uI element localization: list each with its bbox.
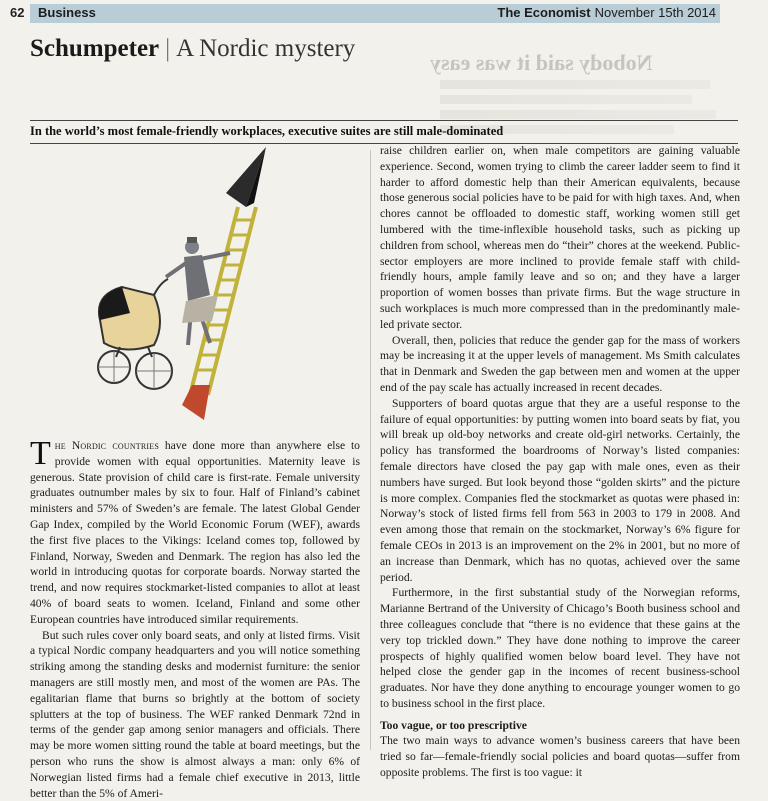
column-divider bbox=[370, 150, 371, 750]
arrow-icon bbox=[226, 147, 266, 207]
body-column-1 bbox=[30, 435, 360, 801]
article-title: A Nordic mystery bbox=[176, 35, 356, 62]
masthead bbox=[497, 5, 716, 20]
publication-name: The Economist bbox=[497, 5, 591, 20]
paragraph-7: The two main ways to advance women’s business careers that have been tried so far—female-friendly social policies and board quotas—suffer from opposite problems. The first is too vague: it bbox=[380, 734, 740, 780]
column-name: Schumpeter bbox=[30, 35, 160, 62]
paragraph-4: Overall, then, policies that reduce the gender gap for the mass of workers may be increasing it at the upper levels of management. Ms Smith calculates that in Denmark and Sweden the gap between men and women at the upper end of the pay scale has actually increased in recent decades. bbox=[380, 333, 740, 394]
article-headline bbox=[30, 35, 355, 63]
body-column-2 bbox=[380, 143, 740, 781]
paragraph-2: But such rules cover only board seats, and only at listed firms. Visit a typical Nordic company headquarters and you will notice something striking among the standing desks and modernist furniture: the senior managers are still mostly men, and most of the women are PAs. The egalitarian flame that burns so brightly at the bottom of society splutters at the top of business. The WEF ranked Denmark 72nd in terms of the gender gap among senior managers and officials. There may be more women sitting round the table at board meetings, but the person who runs the show is almost always a man: only 6% of Norwegian listed firms had a female chief executive in 2013, little better than the 5% of Ameri- bbox=[30, 628, 360, 800]
issue-date: November 15th 2014 bbox=[594, 5, 716, 20]
woman-figure-icon bbox=[166, 237, 230, 345]
article-rubric: In the world’s most female-friendly workplaces, executive suites are still male-dominated bbox=[30, 124, 504, 138]
show-through-title: Nobody said it was easy bbox=[430, 50, 653, 75]
rubric-top-rule bbox=[30, 120, 738, 121]
paragraph-6: Furthermore, in the first substantial study of the Norwegian reforms, Marianne Bertrand of the University of Chicago’s Booth business school and three colleagues conclude that “there is no evidence that these gains at the very top trickled down.” They have done nothing to improve the career prospects of highly qualified women below board level. They have not helped close the gender gap in the incomes of recent business-school graduates. Nor have they done anything to encourage younger women to go to business school in the first place. bbox=[380, 586, 740, 710]
arrow-tail-icon bbox=[182, 385, 210, 420]
headline-separator: | bbox=[165, 35, 171, 62]
illustration-woman-climbing-ladder bbox=[70, 145, 330, 425]
pram-icon bbox=[98, 279, 172, 389]
page-number: 62 bbox=[10, 5, 25, 20]
drop-cap: T bbox=[30, 435, 51, 472]
paragraph-1-text: have done more than anywhere else to provide women with equal opportunities. Maternity leave is generous. State provision of child care is first-rate. Female university graduates outnumber males by six to four. Half of Finland’s cabinet ministers and 57% of Sweden’s are female. The latest Global Gender Gap Index, compiled by the World Economic Forum (WEF), awards the first five places to the Vikings: Iceland comes top, followed by Finland, Norway, Sweden and Denmark. The region has also led the world in introducing quotas for corporate boards. Norway started the trend, and now requires stockmarket-listed companies to allot at least 40% of board seats to women. Iceland, Finland and some other European countries have introduced similar requirements. bbox=[30, 439, 360, 626]
lead-words: he Nordic countries bbox=[54, 439, 160, 452]
section-name: Business bbox=[38, 5, 96, 20]
page-header bbox=[0, 0, 768, 26]
paragraph-5: Supporters of board quotas argue that they are a useful response to the failure of equal opportunities: by putting women into board seats by fiat, you will break up old-boy networks and create old-girl networks. Certainly, the policy has transformed the boardrooms of Norway’s listed companies: female directors have closed the pay gap with male ones, even as their numbers have surged. But look beyond those “golden skirts” and the picture is more complex. Companies fled the stockmarket as quotas were phased in: Norway’s stock of listed firms fell from 563 in 2003 to 179 in 2008. And even among those that remain on the stockmarket, Norway’s 6% figure for female CEOs in 2013 is an improvement on the 2% in 2001, but no more of an increase than Denmark, which has no quotas, achieved over the same period. bbox=[380, 396, 740, 584]
paragraph-1 bbox=[30, 435, 360, 628]
section-subhead: Too vague, or too prescriptive bbox=[380, 718, 527, 732]
paragraph-3: raise children earlier on, when male competitors are gaining valuable experience. Second, women trying to climb the career ladder seem to find it harder to afford domestic help than their American equivalents, because those generous social policies have to be paid for with high taxes. And, when chores cannot be offloaded to domestic staff, working women still get lumbered with the time-inflexible household tasks, such as picking up children from school, whereas men do “their” chores at the weekend. Public-sector employers are more inclined to provide female staff with child-friendly hours, ample family leave and so on; and they have a larger proportion of women bosses than private firms. But the wage structure in such workplaces is much more compressed than in the predominantly male-led private sector. bbox=[380, 144, 740, 331]
